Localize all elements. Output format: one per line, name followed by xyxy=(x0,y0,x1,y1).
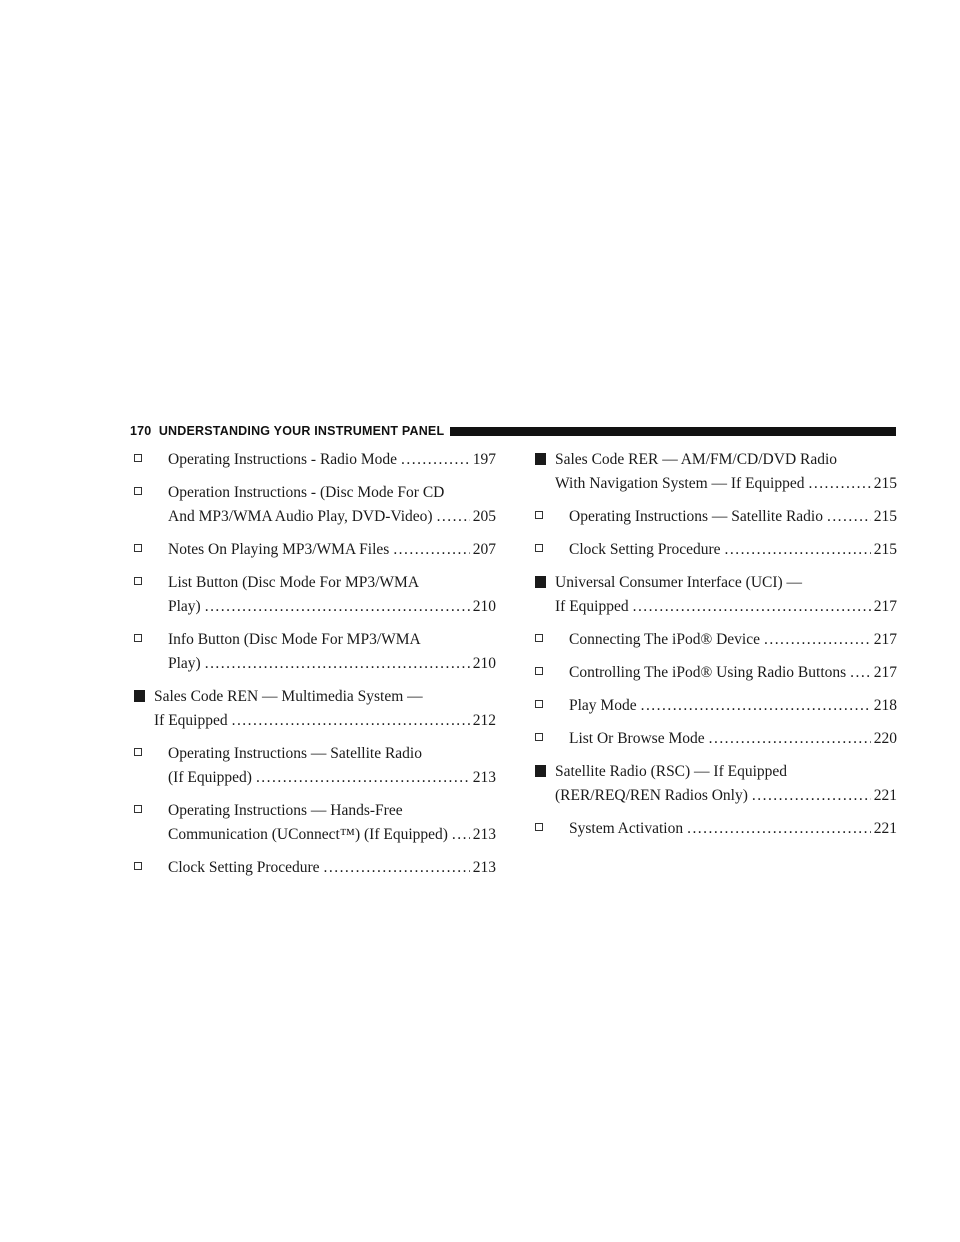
toc-entry-page: 213 xyxy=(472,769,496,786)
toc-entry-title: Connecting The iPod® Device xyxy=(569,631,760,648)
header-text xyxy=(130,424,444,438)
toc-entry-page: 221 xyxy=(873,820,897,837)
toc-entry-page: 215 xyxy=(873,475,897,492)
hollow-bullet-icon xyxy=(134,487,142,495)
dot-leader xyxy=(201,652,470,676)
square-bullet-icon xyxy=(535,576,546,588)
toc-entry-title: Operating Instructions — Hands-Free xyxy=(168,802,403,819)
toc-entry-page: 207 xyxy=(472,541,496,558)
hollow-bullet-icon xyxy=(134,862,142,870)
hollow-bullet-icon xyxy=(134,544,142,552)
dot-leader xyxy=(448,823,470,847)
toc-entry-title: With Navigation System — If Equipped xyxy=(555,475,805,492)
toc-entry-title: Operating Instructions — Satellite Radio xyxy=(168,745,422,762)
hollow-bullet-icon xyxy=(535,733,543,741)
dot-leader xyxy=(721,538,871,562)
header-rule xyxy=(450,427,896,436)
toc-entry-title: Universal Consumer Interface (UCI) — xyxy=(555,574,803,591)
hollow-bullet-icon xyxy=(134,748,142,756)
square-bullet-icon xyxy=(535,453,546,465)
toc-entry-page: 210 xyxy=(472,655,496,672)
dot-leader xyxy=(320,856,470,880)
dot-leader xyxy=(846,661,871,685)
toc-entry-title: (RER/REQ/REN Radios Only) xyxy=(555,787,748,804)
square-bullet-icon xyxy=(134,690,145,702)
toc-entry-page: 213 xyxy=(472,859,496,876)
dot-leader xyxy=(637,694,871,718)
toc-entry-page: 210 xyxy=(472,598,496,615)
header-title: UNDERSTANDING YOUR INSTRUMENT PANEL xyxy=(158,424,445,438)
hollow-bullet-icon xyxy=(535,823,543,831)
hollow-bullet-icon xyxy=(535,634,543,642)
toc-entry-title: Info Button (Disc Mode For MP3/WMA xyxy=(168,631,421,648)
dot-leader xyxy=(252,766,470,790)
dot-leader xyxy=(389,538,469,562)
toc-entry-page: 205 xyxy=(472,508,496,525)
dot-leader xyxy=(433,505,470,529)
toc-entry-title: Controlling The iPod® Using Radio Buttons xyxy=(569,664,847,681)
toc-entry[interactable] xyxy=(134,481,496,529)
dot-leader xyxy=(823,505,871,529)
toc-entry-title: List Or Browse Mode xyxy=(569,730,705,747)
toc-entry-title: Play) xyxy=(168,655,201,672)
toc-entry-title: Play Mode xyxy=(569,697,637,714)
toc-entry-page: 213 xyxy=(472,826,496,843)
toc-entry[interactable] xyxy=(535,727,897,751)
hollow-bullet-icon xyxy=(535,544,543,552)
toc-entry[interactable] xyxy=(134,799,496,847)
toc-right-column xyxy=(535,448,897,841)
toc-entry-page: 218 xyxy=(873,697,897,714)
square-bullet-icon xyxy=(535,765,546,777)
dot-leader xyxy=(228,709,470,733)
toc-entry[interactable] xyxy=(535,760,897,808)
toc-entry-title: Sales Code RER — AM/FM/CD/DVD Radio xyxy=(555,451,838,468)
toc-entry-page: 197 xyxy=(472,451,496,468)
toc-entry[interactable] xyxy=(535,817,897,841)
toc-entry-title: If Equipped xyxy=(154,712,228,729)
toc-entry[interactable] xyxy=(535,505,897,529)
toc-entry[interactable] xyxy=(134,571,496,619)
toc-entry-title: System Activation xyxy=(569,820,684,837)
toc-entry-title: Communication (UConnect™) (If Equipped) xyxy=(168,826,448,843)
toc-entry-title: And MP3/WMA Audio Play, DVD-Video) xyxy=(168,508,433,525)
toc-entry[interactable] xyxy=(535,538,897,562)
toc-entry-title: Operating Instructions — Satellite Radio xyxy=(569,508,823,525)
dot-leader xyxy=(760,628,871,652)
toc-entry-page: 221 xyxy=(873,787,897,804)
toc-entry[interactable] xyxy=(134,742,496,790)
toc-entry-title: Operating Instructions - Radio Mode xyxy=(168,451,398,468)
toc-entry-title: (If Equipped) xyxy=(168,769,252,786)
dot-leader xyxy=(805,472,871,496)
toc-entry-page: 217 xyxy=(873,664,897,681)
dot-leader xyxy=(397,448,470,472)
toc-entry-page: 217 xyxy=(873,631,897,648)
toc-entry[interactable] xyxy=(535,694,897,718)
toc-entry[interactable] xyxy=(134,685,496,733)
toc-entry-page: 215 xyxy=(873,508,897,525)
toc-entry[interactable] xyxy=(134,856,496,880)
toc-entry[interactable] xyxy=(535,628,897,652)
toc-entry[interactable] xyxy=(134,538,496,562)
hollow-bullet-icon xyxy=(134,634,142,642)
dot-leader xyxy=(683,817,871,841)
toc-entry-page: 215 xyxy=(873,541,897,558)
toc-entry[interactable] xyxy=(535,661,897,685)
hollow-bullet-icon xyxy=(535,667,543,675)
toc-entry-title: If Equipped xyxy=(555,598,629,615)
toc-entry-title: Notes On Playing MP3/WMA Files xyxy=(168,541,390,558)
toc-entry[interactable] xyxy=(134,628,496,676)
toc-entry-title: Clock Setting Procedure xyxy=(168,859,320,876)
dot-leader xyxy=(748,784,871,808)
toc-entry-title: List Button (Disc Mode For MP3/WMA xyxy=(168,574,420,591)
toc-entry-title: Operation Instructions - (Disc Mode For CD xyxy=(168,484,445,501)
page-header xyxy=(130,421,896,441)
toc-entry[interactable] xyxy=(535,448,897,496)
toc-entry-title: Clock Setting Procedure xyxy=(569,541,721,558)
toc-entry-page: 220 xyxy=(873,730,897,747)
page-number: 170 xyxy=(130,424,152,438)
toc-entry-title: Satellite Radio (RSC) — If Equipped xyxy=(555,763,788,780)
toc-left-column xyxy=(134,448,496,880)
hollow-bullet-icon xyxy=(535,511,543,519)
dot-leader xyxy=(201,595,470,619)
dot-leader xyxy=(629,595,871,619)
toc-entry[interactable] xyxy=(535,571,897,619)
toc-entry-page: 217 xyxy=(873,598,897,615)
hollow-bullet-icon xyxy=(134,577,142,585)
dot-leader xyxy=(705,727,871,751)
toc-entry-title: Play) xyxy=(168,598,201,615)
toc-entry-title: Sales Code REN — Multimedia System — xyxy=(154,688,423,705)
toc-entry-page: 212 xyxy=(472,712,496,729)
hollow-bullet-icon xyxy=(134,805,142,813)
hollow-bullet-icon xyxy=(535,700,543,708)
toc-entry[interactable] xyxy=(134,448,496,472)
hollow-bullet-icon xyxy=(134,454,142,462)
